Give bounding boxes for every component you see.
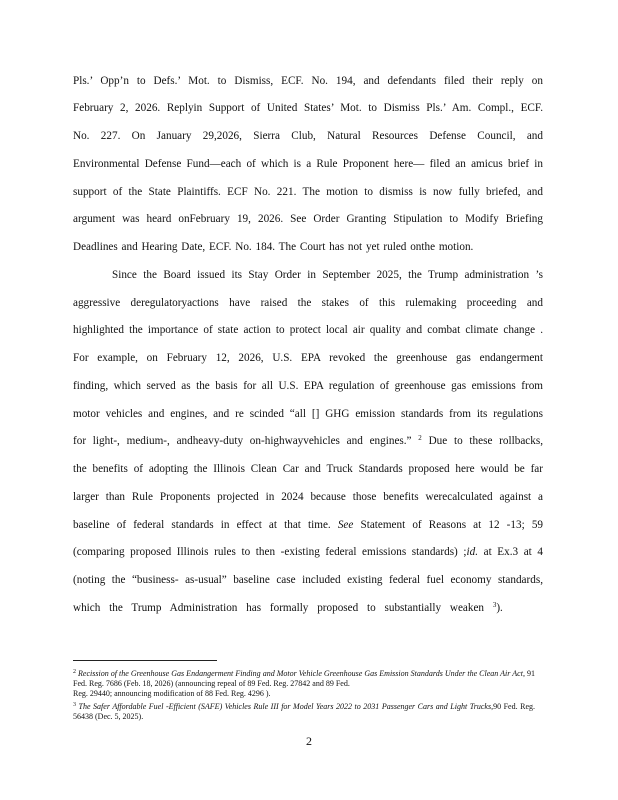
body-line: highlighted the importance of state action to protect local air quality and combat climate change . (73, 324, 543, 336)
footnote-2-cont: Reg. 29440; announcing modification of 88 Fed. Reg. 4296 ). (73, 689, 271, 698)
body-text: which the Trump Administration has formally proposed to substantially weaken (73, 602, 485, 614)
body-line: No. 227. On January 29,2026, Sierra Club, Natural Resources Defense Council, and (73, 130, 543, 142)
body-line: (noting the “business- as-usual” baseline case included existing federal fuel economy standards, (73, 574, 543, 586)
body-text: for light-, medium-, andheavy-duty on-highwayvehicles and engines.” (73, 435, 412, 447)
body-line (73, 545, 543, 559)
body-line: Deadlines and Hearing Date, ECF. No. 184. The Court has not yet ruled onthe motion. (73, 241, 474, 253)
footnote-3 (73, 702, 535, 722)
body-text: Statement of Reasons at 12 -13; 59 (360, 519, 544, 531)
footnote-2 (73, 669, 535, 689)
body-line: For example, on February 12, 2026, U.S. EPA revoked the greenhouse gas endangerment (73, 352, 543, 364)
page-number: 2 (306, 734, 312, 748)
body-text: (comparing proposed Illinois rules to then -existing federal emissions standards) ; (73, 546, 467, 558)
body-line: aggressive deregulatoryactions have raised the stakes of this rulemaking proceeding and (73, 297, 543, 309)
footnote-ref[interactable]: 3 (492, 601, 497, 609)
body-line: motor vehicles and engines, and re scinded “all [] GHG emission standards from its regulations (73, 408, 543, 420)
footnote-divider (73, 660, 217, 661)
footnote-text: , 91 Fed. Reg. 7686 (Feb. 18, 2026) (announcing repeal of 89 Fed. Reg. 27842 and 89 Fed. (73, 669, 535, 688)
footnote-title: Recission of the Greenhouse Gas Endangerment Finding and Motor Vehicle Greenhouse Gas Emission Standards Under the Clean Air Act (78, 669, 523, 678)
body-line: larger than Rule Proponents projected in 2024 because those benefits werecalculated against a (73, 491, 543, 503)
body-line: argument was heard onFebruary 19, 2026. See Order Granting Stipulation to Modify Briefing (73, 213, 543, 225)
footnote-number: 2 (73, 669, 76, 675)
body-text: baseline of federal standards in effect at that time. (73, 519, 331, 531)
body-text: at Ex.3 at 4 (483, 546, 543, 558)
body-text: Due to these rollbacks, (428, 435, 543, 447)
footnote-title: The Safer Affordable Fuel -Efficient (SAFE) Vehicles Rule III for Model Years 2022 to 2031 Passenger Cars and Light Trucks (78, 702, 492, 711)
body-line: support of the State Plaintiffs. ECF No. 221. The motion to dismiss is now fully briefed, and (73, 186, 543, 198)
body-line: February 2, 2026. Replyin Support of United States’ Mot. to Dismiss Pls.’ Am. Compl., ECF. (73, 102, 543, 114)
paragraph-start: Since the Board issued its Stay Order in September 2025, the Trump administration ’s (112, 269, 543, 281)
body-line: Environmental Defense Fund—each of which is a Rule Proponent here— filed an amicus brief in (73, 158, 543, 170)
body-line: the benefits of adopting the Illinois Clean Car and Truck Standards proposed here would be far (73, 463, 543, 475)
footnote-text: ,90 Fed. Reg. 56438 (Dec. 5, 2025). (73, 702, 535, 721)
citation-signal: id. (466, 546, 478, 558)
body-line: Pls.’ Opp’n to Defs.’ Mot. to Dismiss, ECF. No. 194, and defendants filed their reply on (73, 75, 543, 87)
citation-signal: See (337, 519, 354, 531)
body-line: finding, which served as the basis for all U.S. EPA regulation of greenhouse gas emissions from (73, 380, 543, 392)
footnote-ref[interactable]: 2 (418, 434, 422, 442)
body-text: ). (496, 602, 503, 614)
footnote-number: 3 (73, 702, 76, 708)
body-line (73, 601, 503, 615)
body-line (73, 434, 543, 448)
body-line (73, 518, 543, 532)
